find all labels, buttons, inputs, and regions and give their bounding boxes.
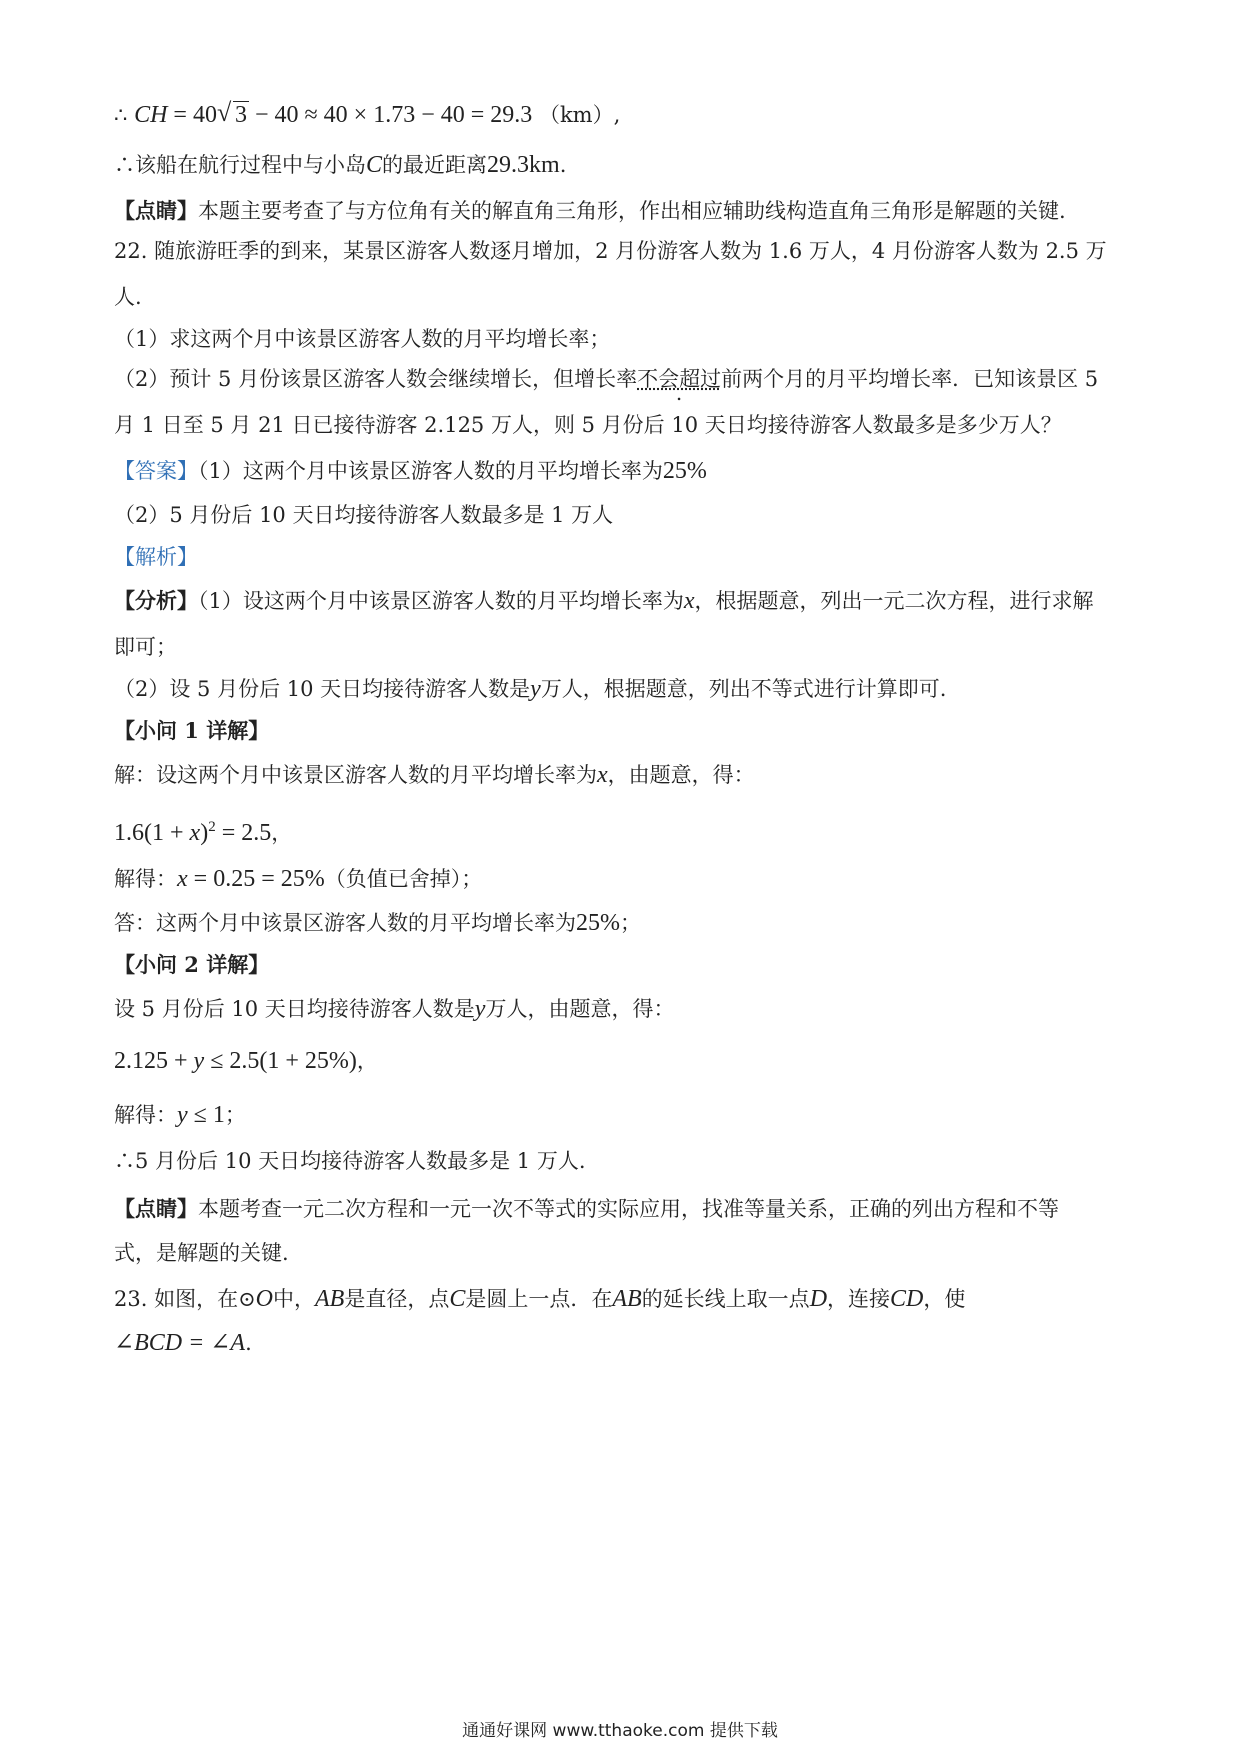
sub-question-1-heading: 【小问 1 详解】 [114, 718, 270, 743]
analysis-heading: 【解析】 [114, 545, 198, 569]
question-22-part-1: （1）求这两个月中该景区游客人数的月平均增长率； [114, 327, 611, 351]
question-22-part-2-line-1: （2）预计 5 月份该景区游客人数会继续增长，但增长率不会超过前两个月的月平均增长率．已知该景区 5 [114, 367, 1099, 391]
solution-2-result: 解得：y ≤ 1； [114, 1102, 246, 1128]
calc-ch-line: ∴ CH = 40 √ 3 − 40 ≈ 40 × 1.73 − 40 = 29.3 （km）, [114, 98, 621, 128]
comment-line-22-cont: 式，是解题的关键. [114, 1241, 289, 1265]
sub-question-2-heading: 【小问 2 详解】 [114, 952, 270, 977]
analysis-line-3: （2）设 5 月份后 10 天日均接待游客人数是y万人，根据题意，列出不等式进行计算即可. [114, 676, 947, 702]
question-22-part-2-line-2: 月 1 日至 5 月 21 日已接待游客 2.125 万人，则 5 月份后 10 天日均接待游客人数最多是多少万人？ [114, 413, 1062, 437]
page-footer: 通通好课网 www.tthaoke.com 提供下载 [462, 1721, 778, 1741]
question-22-line-1: 22. 随旅游旺季的到来，某景区游客人数逐月增加，2 月份游客人数为 1.6 万人，4 月份游客人数为 2.5 万 [114, 239, 1107, 263]
comment-line-22: 【点睛】本题考查一元二次方程和一元一次不等式的实际应用，找准等量关系，正确的列出方程和不等 [114, 1196, 1059, 1221]
answer-line-2: （2）5 月份后 10 天日均接待游客人数最多是 1 万人 [114, 503, 614, 527]
solution-1-equation: $1.6(1 + x)^2 = 2.5$， [114, 819, 293, 846]
answer-line-1: 【答案】（1）这两个月中该景区游客人数的月平均增长率为25% [114, 458, 707, 484]
comment-line-21: 【点睛】本题主要考查了与方位角有关的解直角三角形，作出相应辅助线构造直角三角形是解题的关键. [114, 198, 1066, 223]
question-23-line-2: ∠BCD = ∠A. [114, 1330, 252, 1356]
solution-1-answer: 答：这两个月中该景区游客人数的月平均增长率为25%； [114, 910, 641, 936]
analysis-line-1: 【分析】（1）设这两个月中该景区游客人数的月平均增长率为x，根据题意，列出一元二次方程，进行求解 [114, 588, 1094, 614]
solution-1-line-1: 解：设这两个月中该景区游客人数的月平均增长率为x，由题意，得： [114, 762, 755, 788]
question-22-line-2: 人. [114, 285, 142, 309]
question-23-line-1: 23. 如图，在⊙O中，AB是直径，点C是圆上一点．在AB的延长线上取一点D，连接CD，使 [114, 1286, 966, 1312]
analysis-line-2: 即可； [114, 635, 177, 659]
solution-1-result: 解得：x = 0.25 = 25%（负值已舍掉）； [114, 866, 483, 892]
nearest-distance-line: ∴该船在航行过程中与小岛C的最近距离29.3km. [114, 152, 567, 178]
solution-2-inequality: 2.125 + y ≤ 2.5(1 + 25%)， [114, 1048, 378, 1074]
solution-2-conclusion: ∴5 月份后 10 天日均接待游客人数最多是 1 万人. [114, 1149, 586, 1173]
solution-2-line-1: 设 5 月份后 10 天日均接待游客人数是y万人，由题意，得： [114, 996, 675, 1022]
